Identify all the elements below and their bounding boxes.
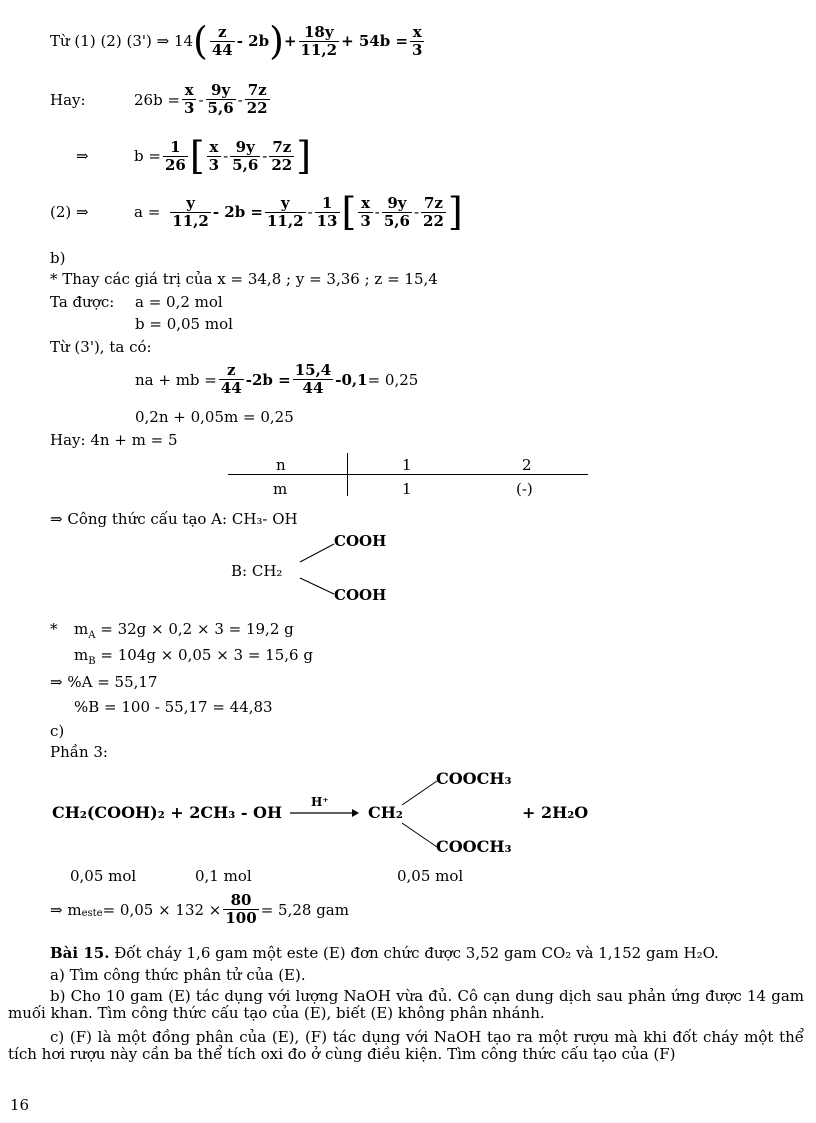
fraction: $\frac{1}{26}$ (164, 137, 186, 174)
mol-reactant-2: 0,1 mol (195, 867, 252, 885)
mol-product: 0,05 mol (397, 867, 464, 885)
table-cell: n (276, 456, 286, 474)
label-taduoc: Ta được: (50, 293, 115, 311)
fraction: $\frac{7z}{22}$ (246, 81, 268, 117)
fraction: $\frac{x}{3}$ (208, 137, 220, 174)
bullet-star: * (50, 620, 58, 638)
eq-term: -0,1 (335, 370, 368, 389)
fraction: $\frac{z}{44}$ (211, 22, 233, 59)
eq-lhs: b = (134, 147, 161, 165)
structure-a-line: ⇒ Công thức cấu tạo A: CH₃- OH (50, 510, 298, 528)
exercise-15-header (50, 944, 719, 962)
eq-term: - 2b (236, 32, 270, 50)
eq-prefix: (2) ⇒ (50, 203, 89, 221)
table-cell: 2 (522, 456, 532, 474)
eq-result: = 5,28 gam (260, 900, 349, 919)
equation-line-2 (50, 82, 272, 117)
bond-lines (298, 540, 338, 600)
mass-symbol: m (74, 620, 89, 638)
part-3-label: Phần 3: (50, 743, 108, 761)
equation-line-1: Từ (1) (2) (3') ⇒ 14 ( $\frac{z}{44}$ - 2b ) + $\frac{18y}{11,2}$ + 54b = $\frac{x}{3}$ (50, 19, 423, 63)
implies-icon: ⇒ (76, 147, 89, 165)
eq-lhs: na + mb = (135, 370, 217, 389)
cooh-top: COOH (334, 532, 387, 550)
eq-op: - (262, 147, 268, 165)
mass-sub: B (88, 656, 96, 667)
product-bond-lines (400, 775, 440, 855)
label-hay: Hay: (50, 90, 86, 109)
fraction: $\frac{9y}{5,6}$ (383, 193, 410, 230)
fraction: $\frac{7z}{22}$ (271, 137, 293, 174)
fraction: $\frac{1}{13}$ (316, 193, 338, 230)
eq-op: - (413, 203, 420, 221)
equation-na-mb (135, 362, 418, 397)
fraction: $\frac{80}{100}$ (225, 891, 257, 927)
mass-a-line (50, 620, 294, 645)
mass-sub: este (81, 908, 103, 919)
eq-op: - (237, 90, 243, 109)
exercise-statement: Đốt cháy 1,6 gam một este (E) đơn chức được 3,52 gam CO₂ và 1,152 gam H₂O. (109, 944, 719, 962)
fraction: $\frac{z}{44}$ (220, 361, 242, 397)
eq-op: + (283, 32, 297, 50)
equation-line-3: ⇒ b = $\frac{1}{26}$ [ $\frac{x}{3}$ - $\frac{9y}{5,6}$ - $\frac{7z}{22}$ ] (76, 134, 312, 178)
section-c-label: c) (50, 722, 65, 740)
product-ch2: CH₂ (368, 803, 403, 822)
from-3-label: Từ (3'), ta có: (50, 338, 152, 356)
eq-lhs: 26b = (134, 90, 181, 109)
section-b-label: b) (50, 249, 66, 267)
table-cell: 1 (402, 456, 412, 474)
cooh-bottom: COOH (334, 586, 387, 604)
structure-b-label: B: CH₂ (231, 562, 283, 580)
eq-term: = 0,05 × 132 × (102, 900, 222, 919)
question-b: b) Cho 10 gam (E) tác dụng với lượng NaOH vừa đủ. Cô cạn dung dịch sau phản ứng được 14 gam muối khan. Tìm công thức cấu tạo của (E), biết (E) không phân nhánh. (8, 987, 804, 1022)
question-a: a) Tìm công thức phân tử của (E). (50, 966, 306, 984)
mass-ester-line (50, 892, 349, 927)
table-cell: 1 (402, 480, 412, 498)
value-b: b = 0,05 mol (135, 315, 233, 333)
exercise-title: Bài 15. (50, 944, 110, 962)
fraction: $\frac{9y}{5,6}$ (207, 81, 234, 117)
mass-value: = 32g × 0,2 × 3 = 19,2 g (95, 620, 294, 638)
eq-op: - (198, 90, 204, 109)
cooch3-top: COOCH₃ (436, 769, 512, 788)
page-number: 16 (10, 1096, 30, 1114)
equation-0-2n: 0,2n + 0,05m = 0,25 (135, 408, 294, 426)
table-hline (228, 474, 588, 475)
eq-lhs: a = (134, 203, 161, 221)
fraction: $\frac{18y}{11,2}$ (300, 22, 338, 59)
mass-symbol: m (74, 646, 89, 664)
fraction: $\frac{x}{3}$ (412, 22, 423, 59)
percent-a: ⇒ %A = 55,17 (50, 673, 158, 691)
eq-op: - (307, 203, 313, 221)
table-cell: (-) (516, 480, 533, 498)
fraction: $\frac{15,4}{44}$ (294, 361, 332, 397)
eq-prefix: ⇒ m (50, 900, 82, 919)
equation-4n-m: Hay: 4n + m = 5 (50, 431, 178, 449)
catalyst: H⁺ (311, 795, 329, 809)
table-cell: m (273, 480, 288, 498)
mass-b-line (74, 646, 313, 671)
reaction-arrow-icon (290, 806, 360, 820)
eq-term: + 54b = (341, 32, 409, 50)
eq-prefix: Từ (1) (2) (3') ⇒ 14 (50, 32, 194, 50)
fraction: $\frac{x}{3}$ (184, 81, 195, 117)
fraction: $\frac{7z}{22}$ (423, 193, 444, 230)
fraction: $\frac{y}{11,2}$ (267, 193, 304, 230)
question-c: c) (F) là một đồng phân của (E), (F) tác dụng với NaOH tạo ra một rượu mà khi đốt cháy một thể tích hơi rượu này cần ba thể tích oxi đo ở cùng điều kiện. Tìm công thức cấu tạo của (F) (8, 1028, 804, 1063)
substitution-line: * Thay các giá trị của x = 34,8 ; y = 3,36 ; z = 15,4 (50, 270, 438, 288)
mass-sub: A (88, 630, 96, 641)
reactants: CH₂(COOH)₂ + 2CH₃ - OH (52, 803, 283, 822)
cooch3-bottom: COOCH₃ (436, 837, 512, 856)
product-water: + 2H₂O (522, 803, 589, 822)
value-a: a = 0,2 mol (135, 293, 223, 311)
eq-op: - (223, 147, 229, 165)
eq-op: - (374, 203, 380, 221)
mol-reactant-1: 0,05 mol (70, 867, 137, 885)
fraction: $\frac{y}{11,2}$ (172, 193, 209, 230)
fraction: $\frac{x}{3}$ (360, 193, 371, 230)
percent-b: %B = 100 - 55,17 = 44,83 (74, 698, 273, 716)
mass-value: = 104g × 0,05 × 3 = 15,6 g (95, 646, 313, 664)
table-vline (347, 453, 348, 496)
fraction: $\frac{9y}{5,6}$ (232, 137, 259, 174)
eq-term: -2b = (245, 370, 291, 389)
eq-term: - 2b = (212, 203, 263, 221)
equation-line-4: (2) ⇒ a = $\frac{y}{11,2}$ - 2b = $\frac{y}{11,2}$ - $\frac{1}{13}$ [ $\frac{x}{3}$ - $\frac{9y}{5,6}$ - $\frac{7z}{22}$ ] (50, 190, 463, 234)
eq-result: = 0,25 (367, 370, 419, 389)
